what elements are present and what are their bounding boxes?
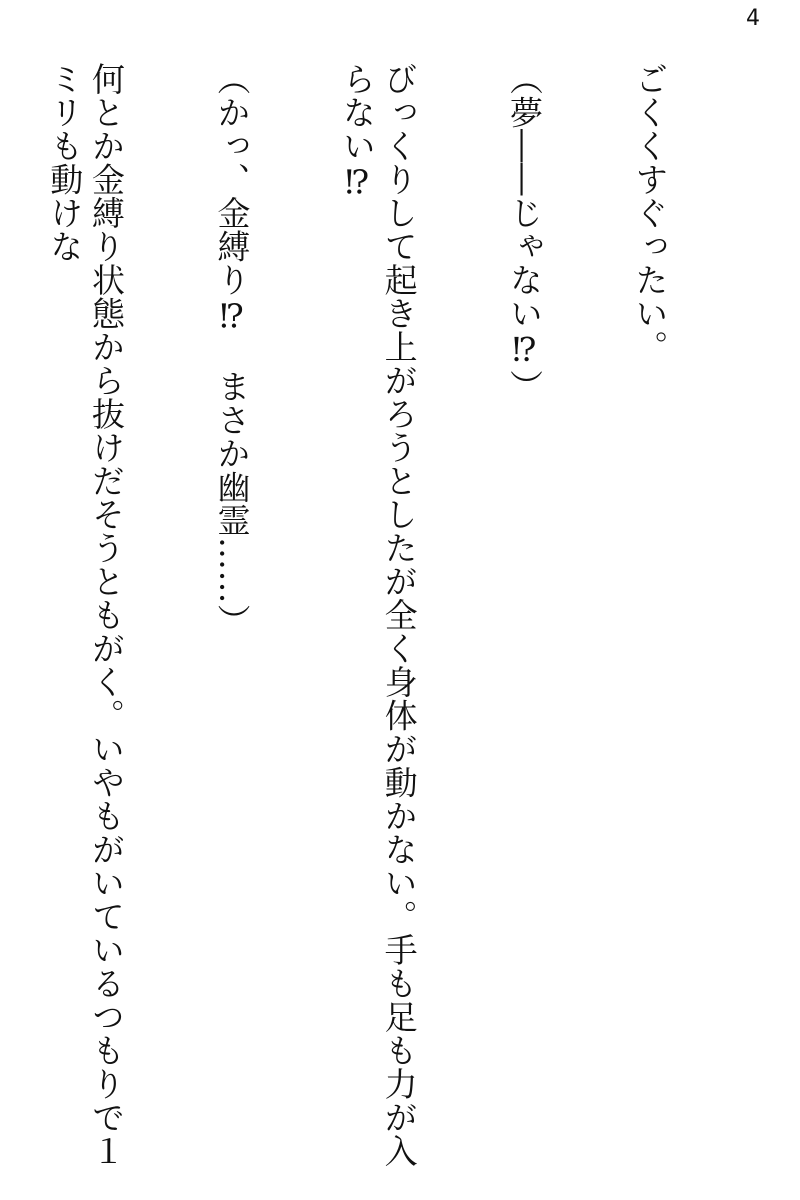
text-line: ごくくすぐったい。 (630, 62, 670, 364)
text-line: （夢――じゃない⁉） (505, 62, 545, 403)
text-line: 何とか金縛り状態から抜けだそうともがく。いやもがいているつもりで１ミリも動けな (45, 62, 127, 1168)
text-line: びっくりして起き上がろうとしたが全く身体が動かない。手も足も力が入らない⁉ (337, 62, 419, 1168)
page-number: 4 (746, 6, 760, 31)
text-line: （かっ、金縛り⁉ まさか幽霊……） (212, 62, 252, 638)
novel-text-body (0, 62, 754, 1182)
